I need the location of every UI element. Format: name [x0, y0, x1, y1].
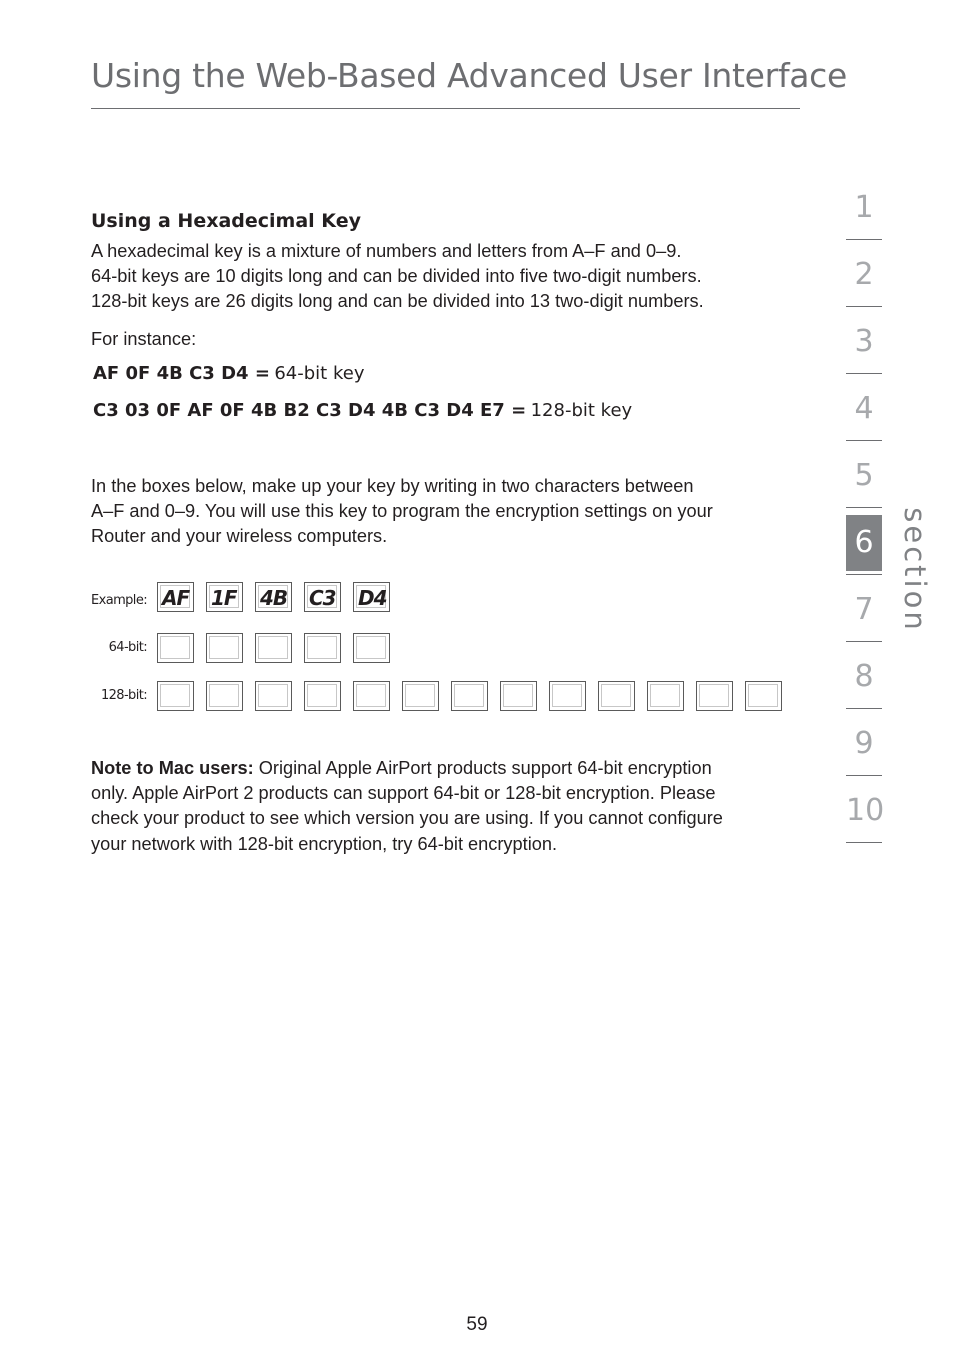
intro-line: A hexadecimal key is a mixture of numbers and letters from A–F and 0–9.	[91, 241, 682, 261]
section-nav-item-8[interactable]: 8	[854, 659, 874, 694]
section-nav-item-1[interactable]: 1	[854, 190, 874, 225]
key-example-code: AF 0F 4B C3 D4 =	[93, 363, 270, 384]
128-bit-key-box[interactable]	[745, 681, 782, 711]
section-nav-divider	[846, 775, 882, 776]
section-nav-divider	[846, 373, 882, 374]
note-line	[91, 756, 723, 781]
example-row-label: Example:	[91, 593, 147, 608]
section-nav-item-2[interactable]: 2	[854, 257, 874, 292]
intro-paragraph	[91, 239, 704, 315]
example-key-box	[255, 582, 292, 612]
section-label	[895, 505, 935, 635]
128-bit-key-box[interactable]	[598, 681, 635, 711]
section-nav-divider	[846, 507, 882, 508]
instructions-paragraph	[91, 474, 713, 550]
key-example-64	[93, 363, 364, 384]
section-nav-divider	[846, 440, 882, 441]
key-example-code: C3 03 0F AF 0F 4B B2 C3 D4 4B C3 D4 E7 =	[93, 400, 527, 421]
example-key-box	[206, 582, 243, 612]
128-bit-key-box[interactable]	[549, 681, 586, 711]
section-label-text: section	[898, 507, 932, 633]
section-nav-item-7[interactable]: 7	[854, 592, 874, 627]
section-nav-item-5[interactable]: 5	[854, 458, 874, 493]
example-key-value: C3	[309, 586, 336, 610]
note-line: your network with 128-bit encryption, try 64-bit encryption.	[91, 833, 558, 854]
for-instance-text: For instance:	[91, 329, 197, 349]
section-nav-divider	[846, 239, 882, 240]
example-key-value: 1F	[211, 586, 237, 610]
example-key-value: 4B	[260, 586, 288, 610]
section-nav-item-3[interactable]: 3	[854, 324, 874, 359]
example-key-box	[157, 582, 194, 612]
section-heading: Using a Hexadecimal Key	[91, 210, 361, 232]
instructions-line: In the boxes below, make up your key by writing in two characters between	[91, 476, 694, 496]
example-key-value: D4	[358, 586, 387, 610]
64-bit-key-box[interactable]	[157, 633, 194, 663]
64-bit-row-label: 64-bit:	[108, 640, 147, 655]
128-bit-key-box[interactable]	[500, 681, 537, 711]
example-key-box	[353, 582, 390, 612]
note-label: Note to Mac users:	[91, 758, 254, 778]
key-example-128	[93, 400, 632, 421]
example-key-value: AF	[162, 586, 190, 610]
64-bit-key-box[interactable]	[353, 633, 390, 663]
128-bit-row-label: 128-bit:	[100, 688, 147, 703]
section-nav-divider	[846, 306, 882, 307]
mac-users-note	[91, 756, 723, 857]
64-bit-key-box[interactable]	[255, 633, 292, 663]
intro-line: 64-bit keys are 10 digits long and can be divided into five two-digit numbers.	[91, 266, 702, 287]
example-key-box	[304, 582, 341, 612]
instructions-line: A–F and 0–9. You will use this key to program the encryption settings on your	[91, 501, 713, 522]
128-bit-key-box[interactable]	[647, 681, 684, 711]
128-bit-key-box[interactable]	[255, 681, 292, 711]
note-text: Original Apple AirPort products support 64-bit encryption	[253, 758, 712, 778]
key-example-desc: 128-bit key	[530, 400, 633, 421]
128-bit-key-box[interactable]	[157, 681, 194, 711]
128-bit-key-box[interactable]	[206, 681, 243, 711]
note-line: only. Apple AirPort 2 products can support 64-bit or 128-bit encryption. Please	[91, 783, 716, 804]
128-bit-key-box[interactable]	[696, 681, 733, 711]
64-bit-key-box[interactable]	[304, 633, 341, 663]
intro-line: 128-bit keys are 26 digits long and can be divided into 13 two-digit numbers.	[91, 291, 704, 312]
note-line: check your product to see which version you are using. If you cannot configure	[91, 808, 723, 829]
section-nav-divider	[846, 641, 882, 642]
128-bit-key-box[interactable]	[304, 681, 341, 711]
section-nav-item-4[interactable]: 4	[854, 391, 874, 426]
128-bit-key-box[interactable]	[402, 681, 439, 711]
64-bit-key-box[interactable]	[206, 633, 243, 663]
page-title: Using the Web-Based Advanced User Interface	[91, 56, 848, 95]
section-nav-divider	[846, 574, 882, 575]
key-example-desc: 64-bit key	[274, 363, 365, 384]
section-nav-item-10[interactable]: 10	[846, 793, 885, 828]
128-bit-key-box[interactable]	[451, 681, 488, 711]
page-number: 59	[466, 1314, 488, 1335]
title-divider	[91, 108, 800, 109]
section-nav-item-9[interactable]: 9	[854, 726, 874, 761]
128-bit-key-box[interactable]	[353, 681, 390, 711]
section-nav-divider	[846, 842, 882, 843]
section-nav-item-6[interactable]: 6	[846, 515, 882, 571]
section-nav-divider	[846, 708, 882, 709]
instructions-line: Router and your wireless computers.	[91, 526, 388, 547]
